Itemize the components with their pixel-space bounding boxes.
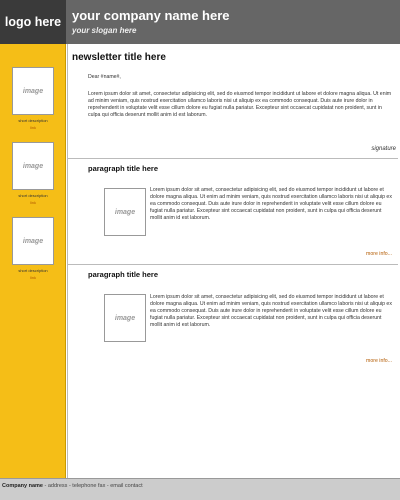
- sidebar-link[interactable]: link: [29, 275, 36, 280]
- paragraph-text: Lorem ipsum dolor sit amet, consectetur adipisicing elit, sed do eiusmod tempor incididunt ut labore et dolore magna aliqua. Ut enim ad minim veniam, quis nostrud exercitation ullamco laboris nisi ut aliquip ex ea commodo consequat. Duis aute irure dolor in reprehenderit in voluptate velit esse cillum dolore eu fugiat nulla pariatur. Excepteur sint occaecat cupidatat non proident, sunt in culpa qui officia deserunt mollit anim id est laborum.: [150, 187, 392, 222]
- greeting: Dear #name#,: [88, 74, 121, 80]
- paragraph-text: Lorem ipsum dolor sit amet, consectetur adipisicing elit, sed do eiusmod tempor incididunt ut labore et dolore magna aliqua. Ut enim ad minim veniam, quis nostrud exercitation ullamco laboris nisi ut aliquip ex ea commodo consequat. Duis aute irure dolor in reprehenderit in voluptate velit esse cillum dolore eu fugiat nulla pariatur. Excepteur sint occaecat cupidatat non proident, sunt in culpa qui officia deserunt mollit anim id est laborum.: [150, 294, 392, 329]
- sidebar-item: [0, 142, 66, 205]
- paragraph-title: paragraph title here: [88, 164, 159, 173]
- signature: signature: [371, 146, 396, 152]
- sidebar-link[interactable]: link: [29, 125, 36, 130]
- sidebar: [0, 44, 66, 478]
- sidebar-description: short description: [18, 118, 48, 123]
- more-info-link[interactable]: more info...: [366, 358, 392, 364]
- intro-text: Lorem ipsum dolor sit amet, consectetur adipisicing elit, sed do eiusmod tempor incididunt ut labore et dolore magna aliqua. Ut enim ad minim veniam, quis nostrud exercitation ullamco laboris nisi ut aliquip ex ea commodo consequat. Duis aute irure dolor in reprehenderit in voluptate velit esse cillum dolore eu fugiat nulla pariatur. Excepteur sint occaecat cupidatat non proident, sunt in culpa qui officia deserunt mollit anim id est laborum.: [88, 91, 392, 119]
- sidebar-image[interactable]: image: [12, 217, 54, 265]
- footer-details: - address - telephone fax - email contact: [42, 483, 143, 489]
- sidebar-description: short description: [18, 193, 48, 198]
- header: [0, 0, 400, 44]
- paragraph-image[interactable]: image: [104, 294, 146, 342]
- divider: [68, 264, 398, 265]
- sidebar-item: [0, 67, 66, 130]
- logo[interactable]: logo here: [0, 0, 66, 44]
- footer-company: Company name: [2, 483, 43, 489]
- newsletter-title: newsletter title here: [72, 52, 166, 63]
- main-content: [67, 44, 400, 478]
- footer: [0, 478, 400, 500]
- sidebar-description: short description: [18, 268, 48, 273]
- more-info-link[interactable]: more info...: [366, 251, 392, 257]
- sidebar-image[interactable]: image: [12, 142, 54, 190]
- company-name: your company name here: [72, 8, 230, 23]
- sidebar-item: [0, 217, 66, 280]
- divider: [68, 158, 398, 159]
- paragraph-image[interactable]: image: [104, 188, 146, 236]
- sidebar-image[interactable]: image: [12, 67, 54, 115]
- slogan: your slogan here: [72, 26, 137, 35]
- paragraph-title: paragraph title here: [88, 270, 159, 279]
- sidebar-link[interactable]: link: [29, 200, 36, 205]
- footer-text: [2, 483, 143, 489]
